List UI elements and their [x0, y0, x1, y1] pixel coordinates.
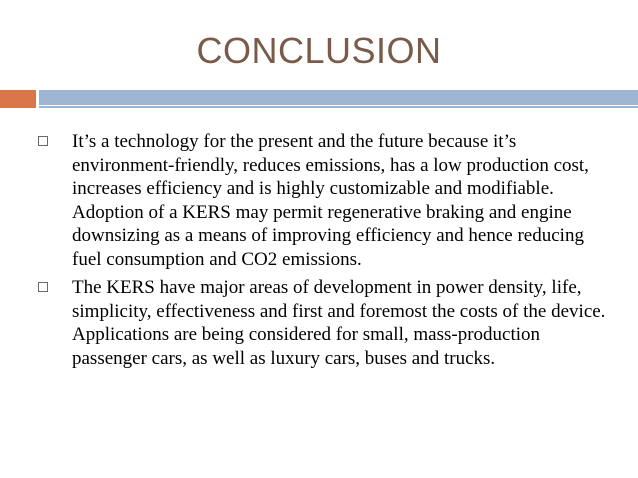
accent-underline — [39, 106, 638, 108]
bullet-item — [0, 276, 638, 370]
accent-bar-orange — [0, 90, 36, 108]
square-bullet-icon — [38, 136, 48, 146]
bullet-item — [0, 130, 638, 271]
slide-title: CONCLUSION — [196, 30, 442, 71]
square-bullet-icon — [38, 282, 48, 292]
accent-bar-blue — [39, 90, 638, 105]
bullet-list — [0, 130, 638, 375]
bullet-text: The KERS have major areas of development in power density, life, simplicity, effectiveness and first and foremost the costs of the device. Applications are being considered for small, mass-production passenger cars, as well as luxury cars, buses and trucks. — [72, 277, 606, 369]
bullet-text: It’s a technology for the present and the future because it’s environment-friendly, reduces emissions, has a low production cost, increases efficiency and is highly customizable and modifiable. Adoption of a KERS may permit regenerative braking and engine downsizing as a means of improving efficiency and hence reducing fuel consumption and CO2 emissions. — [72, 131, 589, 270]
